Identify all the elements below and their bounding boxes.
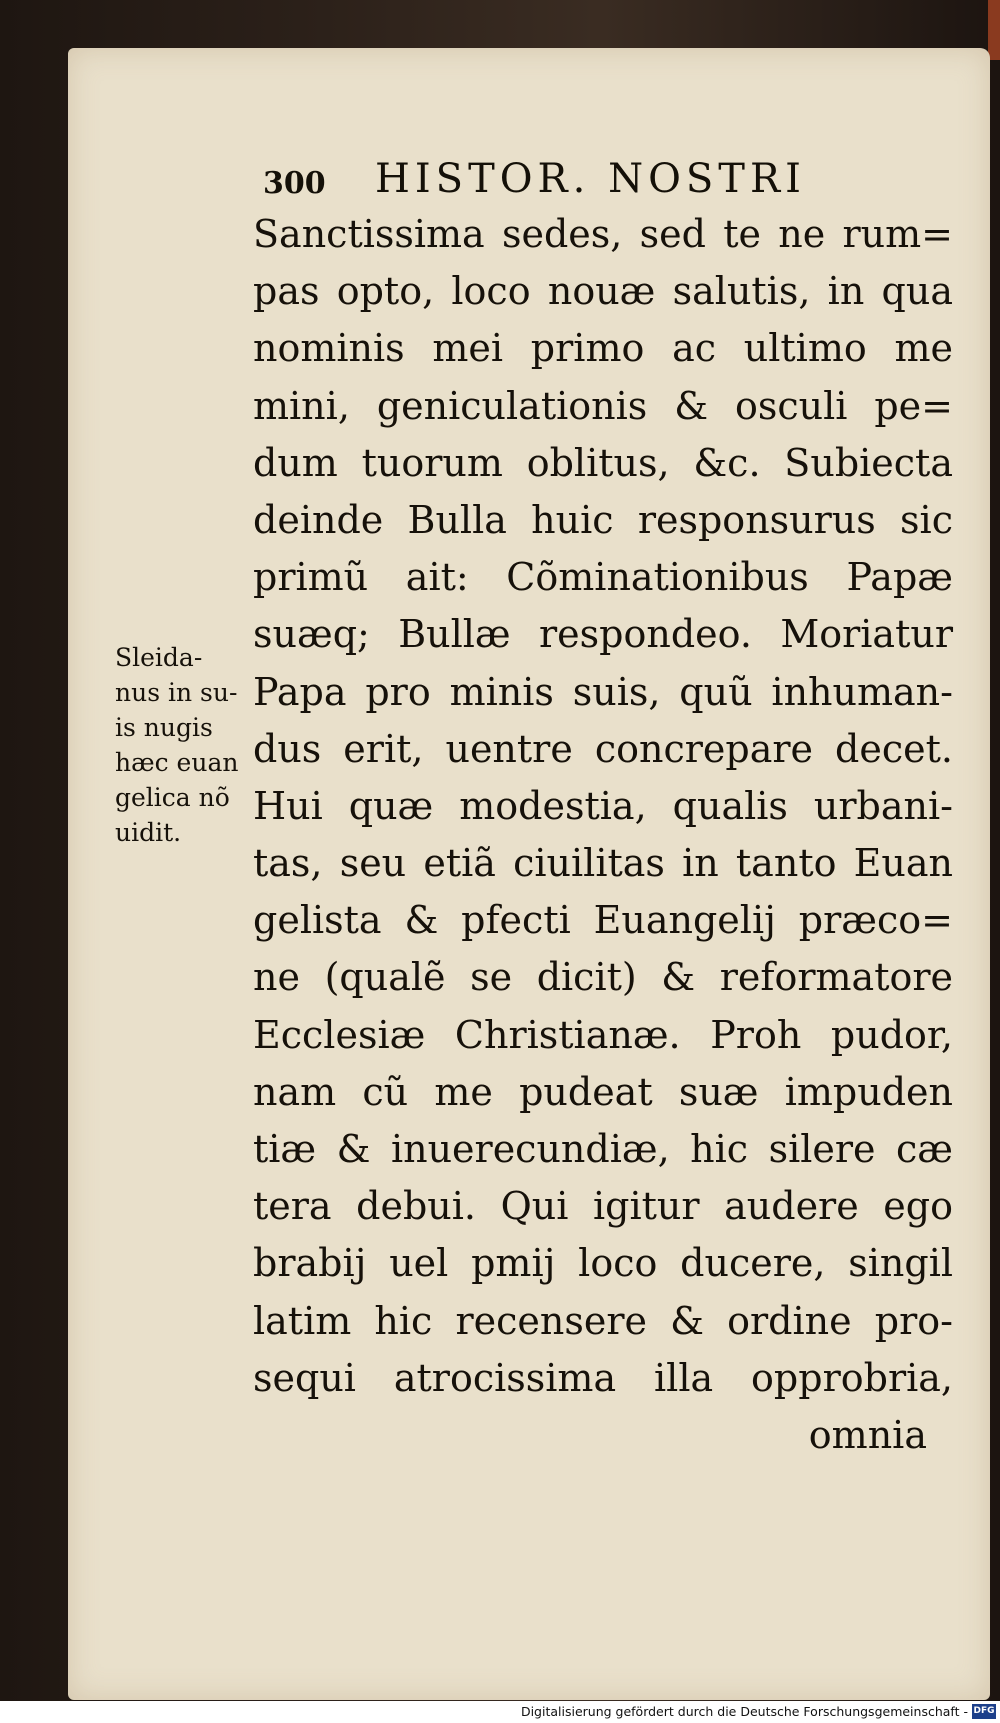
marginal-note-line: uidit. [115, 818, 182, 847]
text-line: mini, geniculationis & osculi pe= [253, 383, 953, 428]
text-line: primũ ait: Cõminationibus Papæ [253, 555, 953, 600]
marginal-note-line: nus in su- [115, 678, 238, 707]
text-line: ne (qualẽ se dicit) & reformatore [253, 955, 953, 1000]
marginal-note-line: gelica nõ [115, 783, 230, 812]
marginal-note-line: Sleida- [115, 643, 203, 672]
text-line: nam cũ me pudeat suæ impuden [253, 1069, 953, 1114]
running-title: HISTOR. NOSTRI [375, 156, 806, 202]
catchword: omnia [808, 1412, 927, 1457]
body-text [253, 206, 953, 1464]
text-line: suæq; Bullæ respondeo. Moriatur [253, 612, 953, 657]
book-page [68, 48, 990, 1700]
text-line: brabij uel pmij loco ducere, singil [253, 1241, 953, 1286]
text-line: latim hic recensere & ordine pro- [253, 1298, 953, 1343]
text-line: Ecclesiæ Christianæ. Proh pudor, [253, 1012, 953, 1057]
page-header [263, 150, 903, 210]
text-line: nominis mei primo ac ultimo me [253, 326, 953, 371]
text-line: gelista & pfecti Euangelij præco= [253, 898, 953, 943]
marginal-note [115, 640, 255, 850]
text-line: dus erit, uentre concrepare decet. [253, 726, 953, 771]
dfg-logo-icon: DFG [972, 1704, 996, 1719]
text-line: pas opto, loco nouæ salutis, in qua [253, 269, 953, 314]
text-line: tera debui. Qui igitur audere ego [253, 1184, 953, 1229]
digitization-footer [0, 1701, 1000, 1723]
text-line: sequi atrocissima illa opprobria, [253, 1355, 953, 1400]
text-line: tas, seu etiã ciuilitas in tanto Euan [253, 841, 953, 886]
text-line: Papa pro minis suis, quũ inhuman- [253, 669, 953, 714]
binding-edge [988, 0, 1000, 60]
marginal-note-line: hæc euan [115, 748, 239, 777]
text-line: Hui quæ modestia, qualis urbani- [253, 783, 953, 828]
marginal-note-line: is nugis [115, 713, 213, 742]
text-line: Sanctissima sedes, sed te ne rum= [253, 212, 953, 256]
text-line: dum tuorum oblitus, &c. Subiecta [253, 440, 953, 485]
text-line: tiæ & inuerecundiæ, hic silere cæ [253, 1127, 953, 1171]
page-number: 300 [263, 166, 326, 201]
text-line: deinde Bulla huic responsurus sic [253, 497, 953, 542]
funding-credit: Digitalisierung gefördert durch die Deutsche Forschungsgemeinschaft - [520, 1704, 968, 1719]
